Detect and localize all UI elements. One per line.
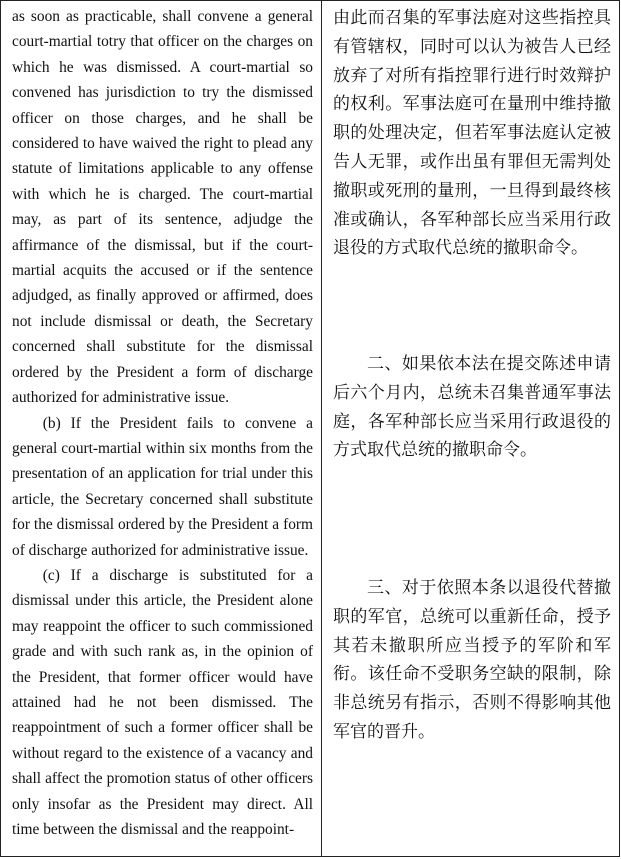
english-column	[1, 1, 322, 856]
chinese-column	[322, 1, 619, 856]
chinese-paragraph-2: 二、如果依本法在提交陈述申请后六个月内，总统未召集普通军事法庭，各军种部长应当采用行政退役的方式取代总统的撤职命令。	[333, 354, 611, 461]
chinese-paragraph-1: 由此而召集的军事法庭对这些指控具有管辖权，同时可以认为被告人已经放弃了对所有指控罪行进行时效辩护的权利。军事法庭可在量刑中维持撤职的处理决定，但若军事法庭认定被告人无罪，或作出虽有罪但无需判处撤职或死刑的量刑，一旦得到最终核准或确认，各军种部长应当采用行政退役的方式取代总统的撤职命令。	[333, 8, 611, 259]
english-paragraph-b: (b) If the President fails to convene a general court-martial within six months from the presentation of an application for trial under this article, the Secretary concerned shall substitute for the dismissal ordered by the President a form of discharge authorized for administrative issue.	[12, 414, 313, 559]
english-paragraph-c: (c) If a discharge is substituted for a dismissal under this article, the President alone may reappoint the officer to such commissioned grade and with such rank as, in the opinion of the President, that former officer would have attained had he not been dismissed. The reappointment of such a former officer shall be without regard to the existence of a vacancy and shall affect the promotion status of other officers only insofar as the President may direct. All time between the dismissal and the reappoint-	[12, 566, 313, 838]
chinese-paragraph-3: 三、对于依照本条以退役代替撤职的军官，总统可以重新任命，授予其若未撤职所应当授予的军阶和军衔。该任命不受职务空缺的限制，除非总统另有指示，否则不得影响其他军官的晋升。	[333, 578, 611, 742]
english-paragraph-a: as soon as practicable, shall convene a general court-martial totry that officer on the charges on which he was dismissed. A court-martial so convened has jurisdiction to try the dismissed officer on those charges, and he shall be considered to have waived the right to plead any statute of limitations applicable to any offense with which he is charged. The court-martial may, as part of its sentence, adjudge the affirmance of the dismissal, but if the court-martial acquits the accused or if the sentence adjudged, as finally approved or affirmed, does not include dismissal or death, the Secretary concerned shall substitute for the dismissal ordered by the President a form of discharge authorized for administrative issue.	[12, 8, 313, 407]
